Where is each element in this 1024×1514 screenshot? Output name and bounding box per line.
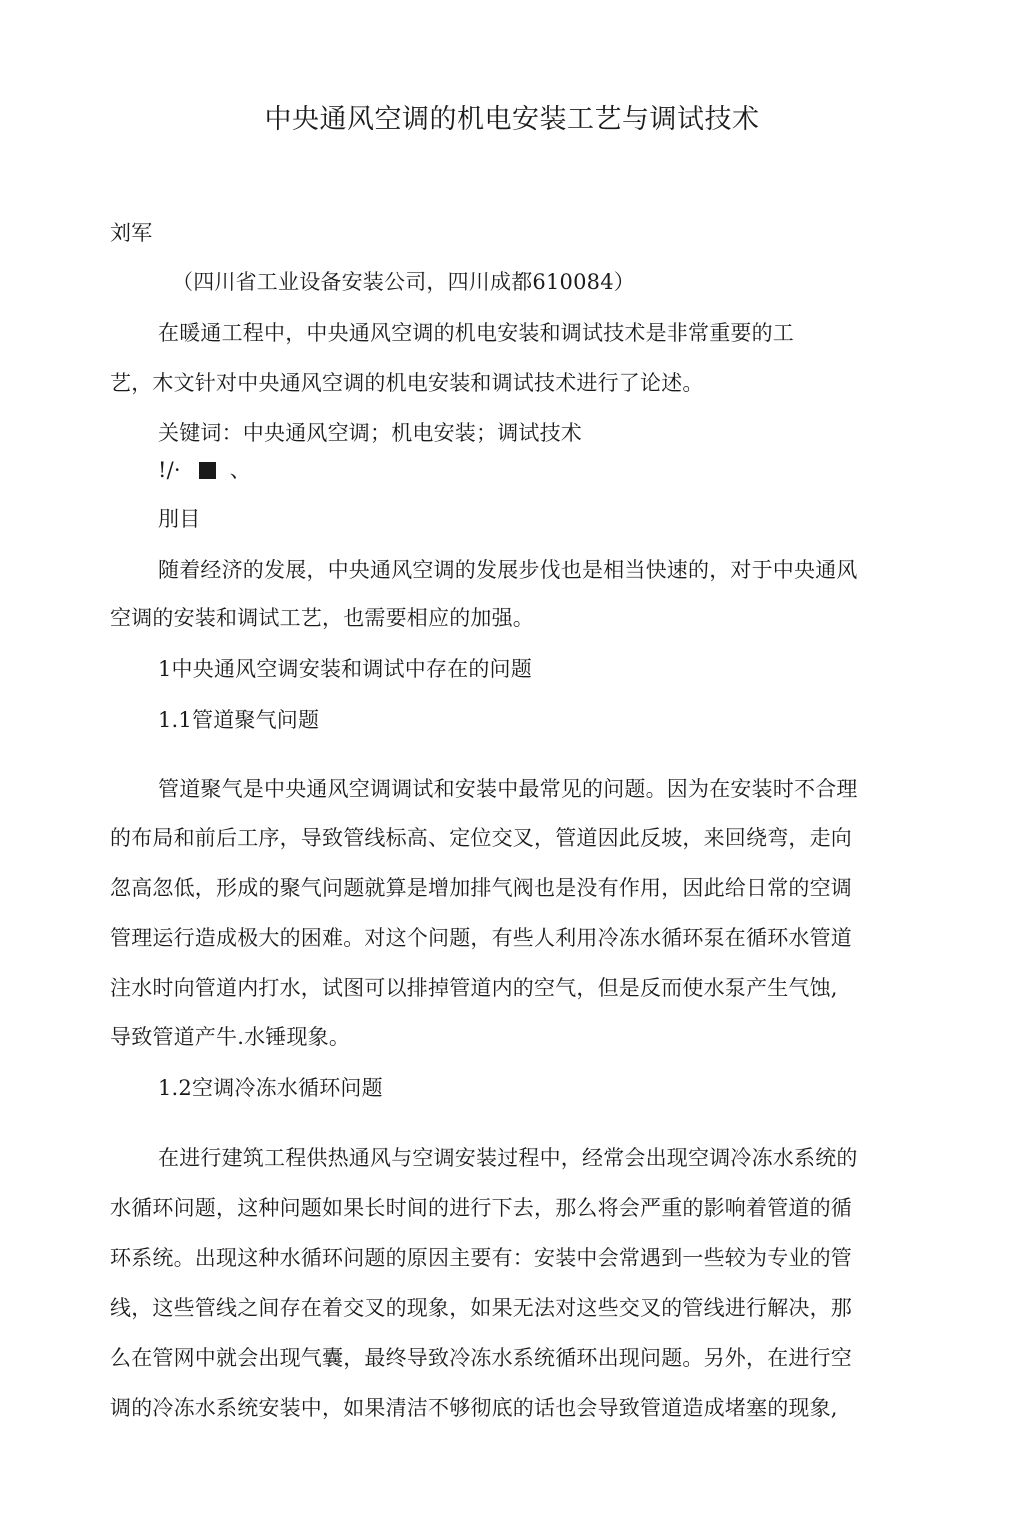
section-1-1-line-2: 的布局和前后工序，导致管线标高、定位交叉，管道因此反坡，来回绕弯，走向 <box>110 826 852 850</box>
section-1-2-line-4: 线，这些管线之间存在着交叉的现象，如果无法对这些交叉的管线进行解决，那 <box>110 1296 852 1320</box>
abstract-line-2: 艺，木文针对中央通风空调的机电安装和调试技术进行了论述。 <box>110 371 704 395</box>
section-1-2-line-3: 环系统。出现这种水循环问题的原因主要有：安装中会常遇到一些较为专业的管 <box>110 1246 852 1270</box>
black-square-mark <box>199 462 216 479</box>
keywords: 关键词：中央通风空调；机电安装；调试技术 <box>158 421 582 445</box>
artifact-right: 、 <box>229 458 251 482</box>
section-1-2-heading: 1.2空调冷冻水循环问题 <box>158 1076 383 1100</box>
section-1-2-line-1: 在进行建筑工程供热通风与空调安装过程中，经常会出现空调冷冻水系统的 <box>158 1146 858 1170</box>
intro-line-1: 随着经济的发展，中央通风空调的发展步伐也是相当快速的，对于中央通风 <box>158 558 858 582</box>
section-1-2-line-6: 调的冷冻水系统安装中，如果清洁不够彻底的话也会导致管道造成堵塞的现象, <box>110 1396 838 1420</box>
abstract-line-1: 在暖通工程中，中央通风空调的机电安装和调试技术是非常重要的工 <box>158 321 794 345</box>
section-1-1-line-3: 忽高忽低，形成的聚气问题就算是增加排气阀也是没有作用，因此给日常的空调 <box>110 876 852 900</box>
section-1-1-line-5: 注水时向管道内打水，试图可以排掉管道内的空气，但是反而使水泵产生气蚀, <box>110 976 838 1000</box>
section-1-1-heading: 1.1管道聚气问题 <box>158 708 320 732</box>
scan-artifact-line <box>158 455 948 485</box>
artifact-left: !/· <box>158 458 181 482</box>
document-title: 中央通风空调的机电安装工艺与调试技术 <box>264 104 760 135</box>
section-1-2-line-5: 么在管网中就会出现气囊，最终导致冷冻水系统循环出现问题。另外，在进行空 <box>110 1346 852 1370</box>
section-1-1-line-1: 管道聚气是中央通风空调调试和安装中最常见的问题。因为在安装时不合理 <box>158 777 858 801</box>
author-affiliation: （四川省工业设备安装公司，四川成都610084） <box>172 270 635 294</box>
section-1-heading: 1中央通风空调安装和调试中存在的问题 <box>158 657 532 681</box>
intro-line-2: 空调的安装和调试工艺，也需要相应的加强。 <box>110 606 534 630</box>
section-1-2-line-2: 水循环问题，这种问题如果长时间的进行下去，那么将会严重的影响着管道的循 <box>110 1196 852 1220</box>
author-name: 刘军 <box>110 221 153 245</box>
section-1-1-line-6: 导致管道产牛.水锤现象。 <box>110 1025 351 1049</box>
section-1-1-line-4: 管理运行造成极大的困难。对这个问题，有些人利用冷冻水循环泵在循环水管道 <box>110 926 852 950</box>
preface-heading: 刖目 <box>158 507 201 531</box>
